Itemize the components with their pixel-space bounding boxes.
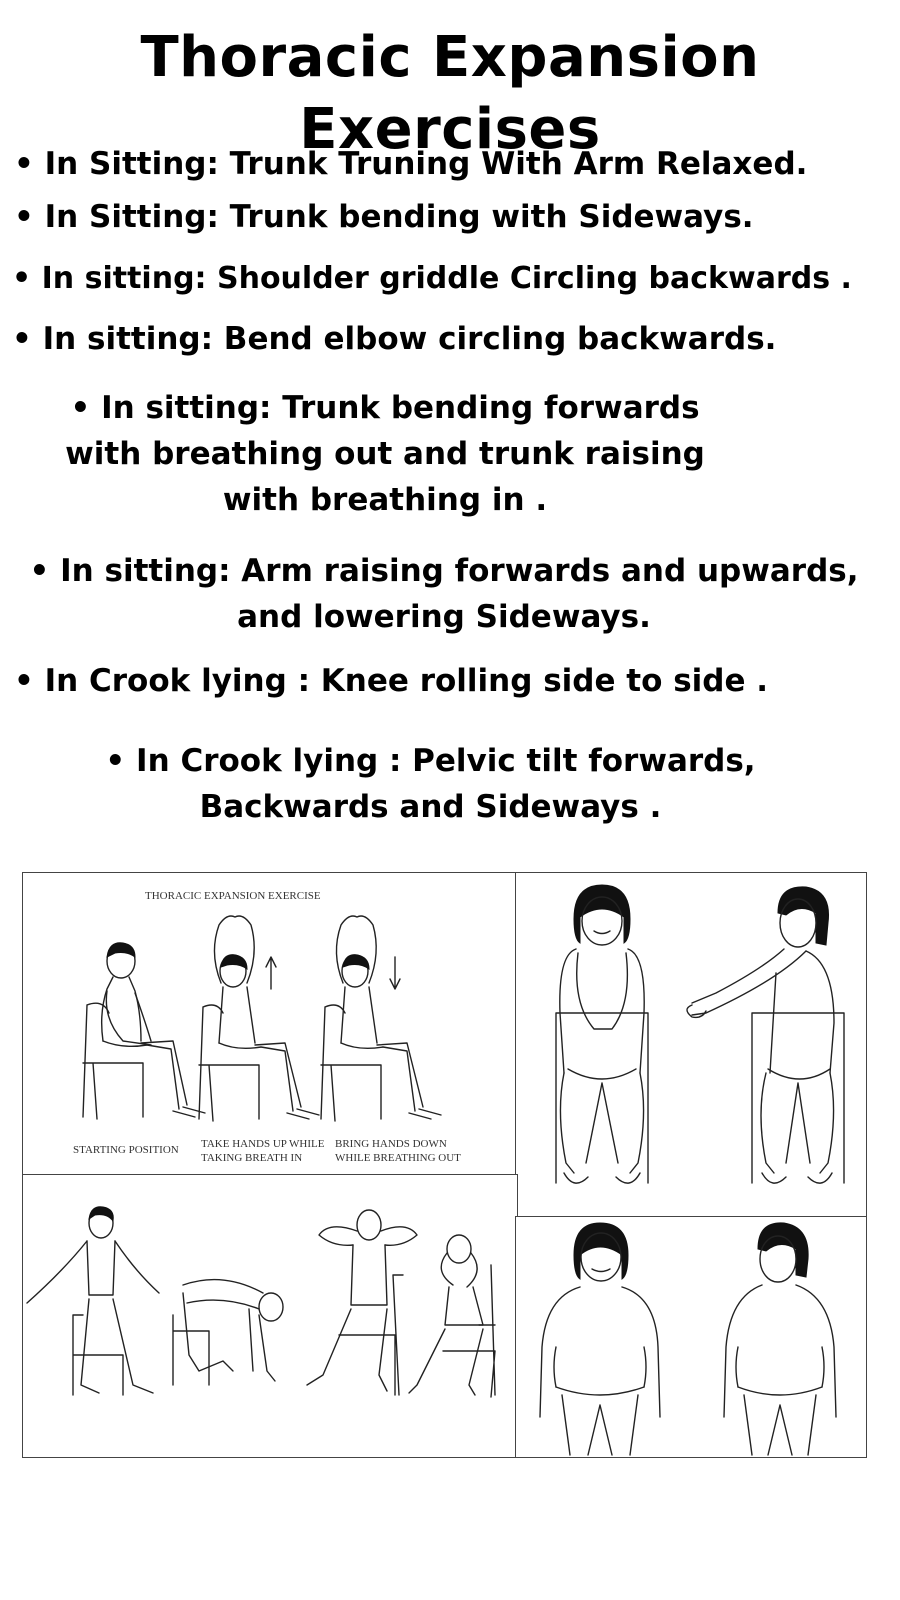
figure-panel-shoulder-circling bbox=[515, 1216, 867, 1458]
seated-men-illustration bbox=[23, 1175, 517, 1457]
bullet-icon: • bbox=[12, 261, 32, 296]
man-elbows-bent-icon bbox=[307, 1210, 417, 1395]
bullet-icon: • bbox=[105, 743, 126, 779]
list-item-text: In Crook lying : Knee rolling side to side . bbox=[44, 663, 769, 699]
list-item bbox=[14, 548, 874, 640]
list-item-text: In sitting: Arm raising forwards and upwards, and lowering Sideways. bbox=[60, 553, 859, 635]
list-item bbox=[14, 141, 807, 187]
list-item-text: In sitting: Bend elbow circling backwards. bbox=[42, 321, 777, 357]
figure-panel-seated-men bbox=[22, 1174, 518, 1458]
list-item-text: In sitting: Shoulder griddle Circling backwards . bbox=[41, 261, 852, 296]
figure-heading: THORACIC EXPANSION EXERCISE bbox=[145, 890, 321, 902]
list-item bbox=[14, 658, 768, 704]
caption-hands-up-line1: TAKE HANDS UP WHILE bbox=[201, 1138, 325, 1150]
shoulder-circling-illustration bbox=[516, 1217, 866, 1457]
list-item bbox=[12, 316, 776, 362]
list-item bbox=[14, 194, 754, 240]
caption-hands-up-line2: TAKING BREATH IN bbox=[201, 1152, 303, 1164]
bullet-icon: • bbox=[14, 199, 34, 235]
bullet-icon: • bbox=[14, 663, 34, 699]
list-item bbox=[12, 256, 852, 302]
man-hands-on-head-icon bbox=[409, 1235, 495, 1397]
bullet-icon: • bbox=[29, 553, 50, 589]
caption-starting-position: STARTING POSITION bbox=[73, 1144, 179, 1156]
seated-woman-turned-icon bbox=[687, 887, 844, 1183]
seated-woman-shoulders-front-icon bbox=[540, 1223, 660, 1455]
list-item bbox=[30, 385, 740, 523]
caption-hands-down-line2: WHILE BREATHING OUT bbox=[335, 1152, 461, 1164]
man-bending-forward-icon bbox=[173, 1280, 283, 1385]
figure-panel-chair-sequence bbox=[22, 872, 518, 1176]
bullet-icon: • bbox=[14, 146, 34, 182]
seated-figure-icon bbox=[83, 943, 205, 1119]
seated-woman-front-icon bbox=[556, 885, 648, 1183]
trunk-turning-illustration bbox=[516, 873, 866, 1217]
list-item bbox=[8, 738, 853, 830]
list-item-text: In Sitting: Trunk Truning With Arm Relaxed. bbox=[44, 146, 808, 182]
figure-panel-trunk-turning bbox=[515, 872, 867, 1218]
list-item-text: In Crook lying : Pelvic tilt forwards, Backwards and Sideways . bbox=[136, 743, 756, 825]
bullet-icon: • bbox=[12, 321, 32, 357]
seated-figure-arms-lowering-icon bbox=[321, 916, 441, 1121]
seated-woman-shoulders-side-icon bbox=[724, 1223, 836, 1455]
bullet-icon: • bbox=[70, 390, 91, 426]
list-item-text: In sitting: Trunk bending forwards with breathing out and trunk raising with breathing in . bbox=[65, 390, 705, 518]
list-item-text: In Sitting: Trunk bending with Sideways. bbox=[44, 199, 754, 235]
page-title: Thoracic Expansion Exercises bbox=[140, 25, 760, 162]
caption-hands-down-line1: BRING HANDS DOWN bbox=[335, 1138, 447, 1150]
man-arms-sideways-icon bbox=[27, 1207, 159, 1395]
chair-sequence-illustration bbox=[23, 873, 517, 1175]
seated-figure-arms-up-icon bbox=[199, 916, 319, 1121]
